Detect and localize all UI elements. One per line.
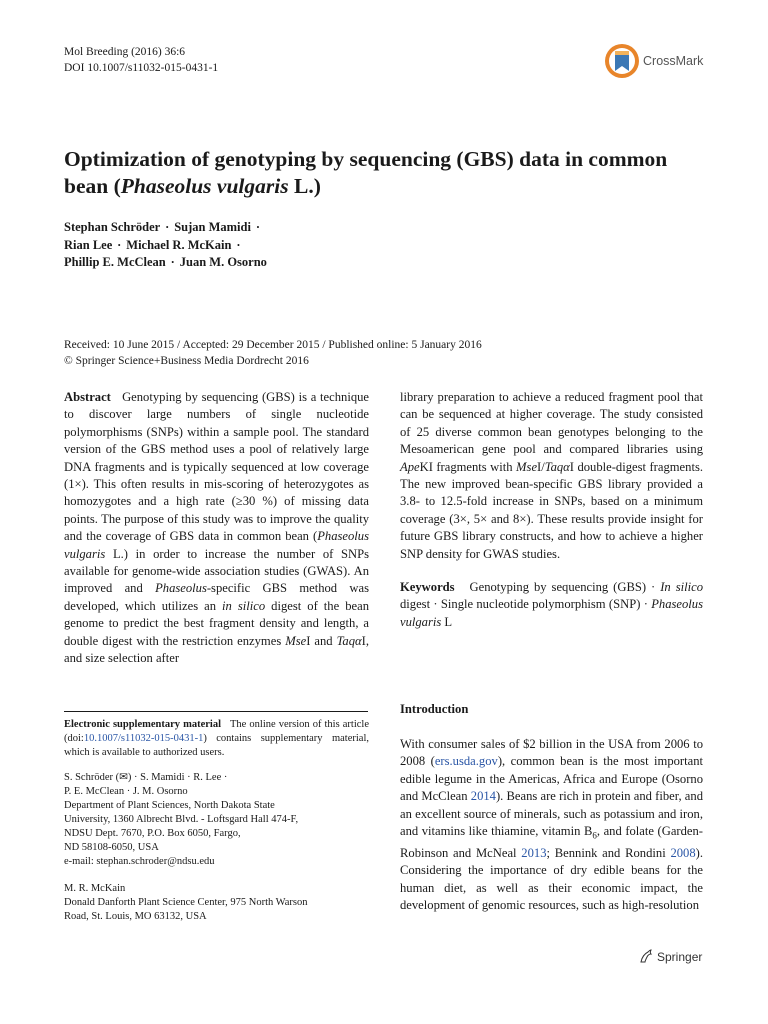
citation-link[interactable]: 2014 [470,789,496,804]
abstract-species: Phaseolus vulgaris [64,529,369,561]
intro-text: , and folate (Garden-Robinson and McNeal [400,824,703,860]
keywords [400,579,703,631]
publisher-logo [638,948,702,964]
abstract-continued [400,389,703,563]
enzyme-name: Mse [516,459,538,474]
copyright-line: © Springer Science+Business Media Dordrecht 2016 [64,355,309,367]
keyword: digest · Single nucleotide polymorphism (SNP) · [400,597,652,612]
crossmark-label: CrossMark [643,54,704,68]
keyword: Phaseolus vulgaris [400,597,703,629]
introduction-body [400,736,703,915]
keywords-heading: Keywords [400,580,455,595]
author-name[interactable]: Sujan Mamidi [174,220,251,234]
title-text: Optimization of genotyping by sequencing (GBS) data in common bean ( [64,147,668,198]
author-name[interactable]: Phillip E. McClean [64,255,166,269]
journal-info [64,44,218,76]
citation-link[interactable]: 2008 [670,845,696,860]
abstract-text: I double-digest fragments. The new improved bean-specific GBS library provided a 3.8- to 12.5-fold increase in SNPs, based on a minimum coverage (3×, 5× and 8×). These results provide insight for future GBS library constructs, and how to achieve a higher SNP density for GWAS studies. [400,459,703,561]
publication-dates [64,337,482,369]
doi-link[interactable]: 10.1007/s11032-015-0431-1 [83,733,204,744]
journal-citation: Mol Breeding (2016) 36:6 [64,46,186,58]
esm-heading: Electronic supplementary material [64,719,221,730]
enzyme-name: Taqα [336,633,362,648]
affiliation-line: Road, St. Louis, MO 63132, USA [64,911,207,922]
keyword: L [441,614,453,629]
enzyme-name: Taqα [544,459,570,474]
author-affiliations [64,771,369,924]
abstract-text: I, and size selection after [64,633,369,666]
introduction-paragraph [400,736,703,915]
author-name[interactable]: Stephan Schröder [64,220,161,234]
abstract-text: I and [306,633,337,648]
right-column [400,389,703,631]
abstract-text: -specific GBS method was developed, which utilizes an [64,581,369,613]
section-heading-introduction: Introduction [400,702,469,716]
abstract-text: I/ [537,459,545,474]
affiliation-line: Department of Plant Sciences, North Dakota State [64,800,275,811]
title-species: Phaseolus vulgaris [120,174,289,198]
subscript: 6 [592,830,597,841]
author-name[interactable]: Rian Lee [64,237,113,252]
affiliation-line: M. R. McKain [64,883,126,894]
author-name[interactable]: Juan M. Osorno [179,255,267,269]
abstract-text: digest of the bean genome to predict the best fragment density and length, a double digest with the restriction enzymes [64,598,369,648]
abstract-text: Genotyping by sequencing (GBS) is a technique to discover large numbers of single nucleotide polymorphisms (SNPs) within a sample pool. The standard version of the GBS method uses a pool of relatively large DNA fragments and is typically sequenced at low coverage (1×). This often results in mis-scoring of heterozygotes as homozygotes and a high rate (≥30 %) of missing data points. The purpose of this study was to improve the quality and the coverage of GBS data in common bean ( [64,390,369,544]
title-close: L.) [288,174,321,198]
author-separator: · [165,220,170,234]
author-name[interactable]: Michael R. McKain [126,237,232,252]
publisher-name: Springer [657,950,703,964]
enzyme-name: Ape [400,459,420,474]
intro-text: ; Bennink and Rondini [546,845,671,860]
crossmark-icon [604,43,640,79]
affiliation-line: NDSU Dept. 7670, P.O. Box 6050, Fargo, [64,828,241,839]
enzyme-name: Mse [285,633,307,648]
springer-horse-icon [638,948,654,964]
esm-text: ) contains supplementary material, which is available to authorized users. [64,733,369,758]
intro-text: ). Considering the importance of dry edible beans for the human diet, as well as their economic impact, the development of genomic resources, such as high-resolution [400,845,703,913]
author-list [64,219,267,272]
spacer [64,869,369,882]
author-line-1 [64,219,267,237]
abstract-italic: in silico [222,598,266,613]
supplementary-note [64,718,369,760]
intro-text: ), common bean is the most important edible legume in the Americas, Africa and Europe (Osorno and McClean [400,754,703,804]
keyword: Genotyping by sequencing (GBS) · [469,580,661,595]
affiliation-line: P. E. McClean · J. M. Osorno [64,786,188,797]
affiliation-line: University, 1360 Albrecht Blvd. - Loftsgard Hall 474-F, [64,814,299,825]
url-link[interactable]: ers.usda.gov [434,754,498,769]
footnote-divider [64,711,368,712]
doi: DOI 10.1007/s11032-015-0431-1 [64,62,219,74]
crossmark-badge[interactable] [604,43,712,81]
history-line: Received: 10 June 2015 / Accepted: 29 December 2015 / Published online: 5 January 2016 [64,339,482,351]
affiliation-line: S. Schröder (✉) · S. Mamidi · R. Lee · [64,772,228,783]
author-separator: · [255,220,261,234]
author-line-3 [64,254,267,272]
article-title [64,146,684,200]
esm-text: The online version of this article (doi: [64,719,369,744]
keyword: In silico [660,580,703,595]
abstract-paragraph [64,389,369,668]
abstract-genus: Phaseolus [155,581,207,596]
intro-text: With consumer sales of $2 billion in the USA from 2006 to 2008 ( [400,737,703,769]
left-column [64,389,369,668]
author-separator: · [117,237,122,252]
abstract-text: L.) in order to increase the number of SNPs available for genome-wide association studies (GWAS). An improved and [64,546,369,596]
affiliation-line: Donald Danforth Plant Science Center, 975 North Warson [64,897,308,908]
author-separator: · [236,237,241,252]
abstract-text: KI fragments with [419,459,517,474]
author-line-2 [64,237,267,255]
intro-text: ). Beans are rich in protein and fiber, and an excellent source of minerals, such as potassium and iron, and vitamins like thiamine, vitamin B [400,789,703,839]
email-line[interactable]: e-mail: stephan.schroder@ndsu.edu [64,856,215,867]
citation-link[interactable]: 2013 [521,845,547,860]
abstract-heading: Abstract [64,390,111,404]
abstract-text: library preparation to achieve a reduced fragment pool that can be sequenced at higher coverage. The study consisted of 25 diverse common bean genotypes belonging to the Mesoamerican gene pool and compared libraries using [400,390,703,457]
affiliation-line: ND 58108-6050, USA [64,842,159,853]
author-separator: · [170,255,175,269]
